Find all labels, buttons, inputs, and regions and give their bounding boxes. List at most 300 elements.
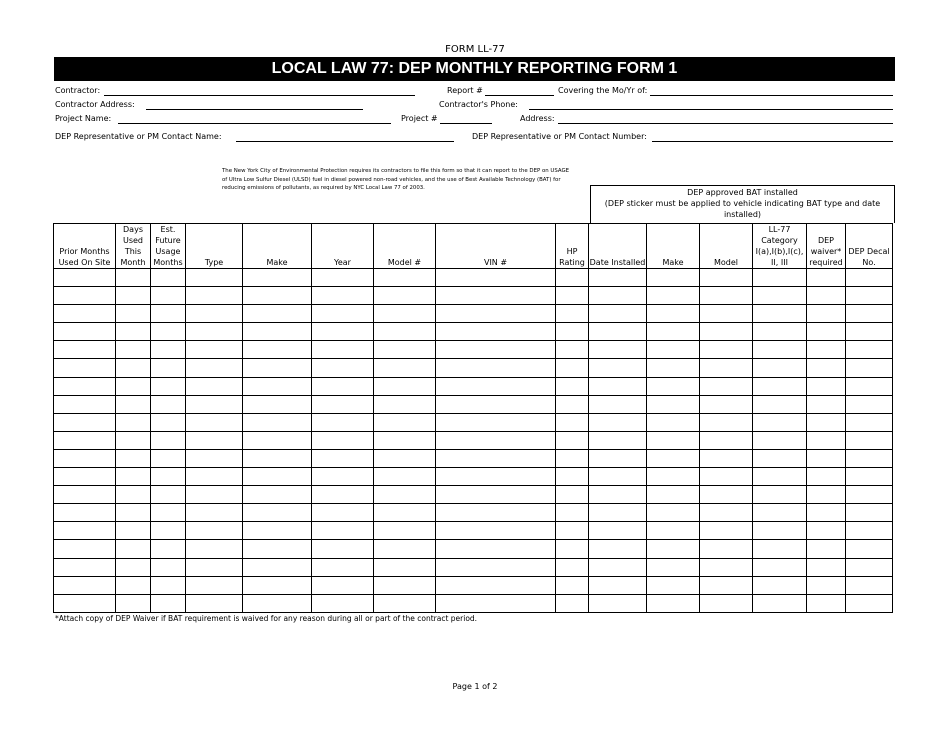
- table-cell[interactable]: [312, 359, 374, 377]
- table-cell[interactable]: [846, 504, 893, 522]
- table-cell[interactable]: [436, 323, 556, 341]
- table-cell[interactable]: [186, 359, 243, 377]
- table-cell[interactable]: [151, 486, 186, 504]
- table-cell[interactable]: [312, 449, 374, 467]
- table-cell[interactable]: [243, 540, 312, 558]
- table-cell[interactable]: [243, 305, 312, 323]
- table-cell[interactable]: [436, 540, 556, 558]
- table-cell[interactable]: [116, 431, 151, 449]
- table-cell[interactable]: [556, 449, 589, 467]
- col-year: Year: [312, 224, 374, 269]
- table-cell[interactable]: [374, 395, 436, 413]
- table-cell[interactable]: [436, 558, 556, 576]
- table-cell[interactable]: [436, 449, 556, 467]
- table-cell[interactable]: [151, 323, 186, 341]
- table-cell[interactable]: [374, 468, 436, 486]
- table-cell[interactable]: [116, 558, 151, 576]
- table-cell[interactable]: [374, 449, 436, 467]
- table-cell[interactable]: [807, 576, 846, 594]
- table-cell[interactable]: [753, 377, 807, 395]
- table-cell[interactable]: [846, 558, 893, 576]
- table-cell[interactable]: [753, 504, 807, 522]
- table-cell[interactable]: [186, 269, 243, 287]
- table-cell[interactable]: [312, 395, 374, 413]
- table-cell[interactable]: [374, 413, 436, 431]
- table-cell[interactable]: [186, 287, 243, 305]
- table-cell[interactable]: [186, 395, 243, 413]
- table-cell[interactable]: [436, 486, 556, 504]
- table-cell[interactable]: [436, 468, 556, 486]
- table-cell[interactable]: [54, 287, 116, 305]
- table-cell[interactable]: [312, 486, 374, 504]
- table-cell[interactable]: [647, 594, 700, 612]
- table-cell[interactable]: [186, 413, 243, 431]
- table-cell[interactable]: [753, 540, 807, 558]
- table-cell[interactable]: [54, 413, 116, 431]
- table-cell[interactable]: [556, 377, 589, 395]
- table-cell[interactable]: [243, 269, 312, 287]
- table-cell[interactable]: [436, 413, 556, 431]
- contractor-address-field[interactable]: [146, 109, 363, 110]
- table-cell[interactable]: [312, 468, 374, 486]
- table-cell[interactable]: [151, 287, 186, 305]
- table-cell[interactable]: [846, 413, 893, 431]
- table-cell[interactable]: [807, 341, 846, 359]
- table-cell[interactable]: [700, 269, 753, 287]
- table-cell[interactable]: [700, 341, 753, 359]
- table-cell[interactable]: [243, 558, 312, 576]
- table-cell[interactable]: [436, 377, 556, 395]
- table-cell[interactable]: [589, 540, 647, 558]
- table-cell[interactable]: [54, 305, 116, 323]
- table-cell[interactable]: [589, 323, 647, 341]
- table-cell[interactable]: [312, 576, 374, 594]
- table-cell[interactable]: [807, 413, 846, 431]
- table-cell[interactable]: [807, 359, 846, 377]
- table-cell[interactable]: [312, 269, 374, 287]
- table-cell[interactable]: [846, 395, 893, 413]
- table-cell[interactable]: [436, 504, 556, 522]
- table-cell[interactable]: [807, 269, 846, 287]
- table-cell[interactable]: [436, 594, 556, 612]
- table-cell[interactable]: [54, 269, 116, 287]
- table-cell[interactable]: [151, 504, 186, 522]
- table-cell[interactable]: [589, 305, 647, 323]
- project-name-label: Project Name:: [55, 114, 112, 123]
- table-cell[interactable]: [116, 540, 151, 558]
- table-cell[interactable]: [807, 431, 846, 449]
- table-cell[interactable]: [151, 341, 186, 359]
- table-cell[interactable]: [151, 359, 186, 377]
- table-cell[interactable]: [700, 287, 753, 305]
- table-cell[interactable]: [700, 594, 753, 612]
- table-cell[interactable]: [753, 413, 807, 431]
- table-cell[interactable]: [556, 594, 589, 612]
- table-cell[interactable]: [589, 558, 647, 576]
- table-cell[interactable]: [186, 468, 243, 486]
- table-cell[interactable]: [807, 449, 846, 467]
- table-cell[interactable]: [589, 359, 647, 377]
- table-cell[interactable]: [556, 431, 589, 449]
- table-cell[interactable]: [243, 486, 312, 504]
- table-cell[interactable]: [589, 522, 647, 540]
- table-cell[interactable]: [54, 504, 116, 522]
- table-cell[interactable]: [116, 504, 151, 522]
- table-cell[interactable]: [436, 522, 556, 540]
- table-cell[interactable]: [116, 305, 151, 323]
- table-cell[interactable]: [807, 540, 846, 558]
- table-cell[interactable]: [807, 323, 846, 341]
- table-cell[interactable]: [846, 594, 893, 612]
- table-cell[interactable]: [556, 341, 589, 359]
- table-cell[interactable]: [312, 504, 374, 522]
- table-cell[interactable]: [846, 323, 893, 341]
- table-cell[interactable]: [556, 522, 589, 540]
- table-cell[interactable]: [436, 431, 556, 449]
- table-cell[interactable]: [312, 431, 374, 449]
- table-cell[interactable]: [186, 576, 243, 594]
- table-cell[interactable]: [116, 449, 151, 467]
- table-cell[interactable]: [753, 323, 807, 341]
- table-cell[interactable]: [647, 341, 700, 359]
- table-cell[interactable]: [186, 323, 243, 341]
- table-cell[interactable]: [436, 395, 556, 413]
- address-field[interactable]: [558, 123, 893, 124]
- table-cell[interactable]: [807, 504, 846, 522]
- table-cell[interactable]: [116, 576, 151, 594]
- table-cell[interactable]: [243, 431, 312, 449]
- table-cell[interactable]: [556, 395, 589, 413]
- table-cell[interactable]: [700, 413, 753, 431]
- table-cell[interactable]: [243, 323, 312, 341]
- table-cell[interactable]: [54, 576, 116, 594]
- table-cell[interactable]: [312, 287, 374, 305]
- table-cell[interactable]: [846, 305, 893, 323]
- table-cell[interactable]: [753, 468, 807, 486]
- table-cell[interactable]: [647, 558, 700, 576]
- table-row: [54, 323, 893, 341]
- table-cell[interactable]: [186, 594, 243, 612]
- table-cell[interactable]: [54, 594, 116, 612]
- table-cell[interactable]: [374, 431, 436, 449]
- table-cell[interactable]: [374, 576, 436, 594]
- table-cell[interactable]: [116, 377, 151, 395]
- table-cell[interactable]: [54, 522, 116, 540]
- table-cell[interactable]: [243, 504, 312, 522]
- table-cell[interactable]: [186, 377, 243, 395]
- table-cell[interactable]: [753, 287, 807, 305]
- table-cell[interactable]: [186, 431, 243, 449]
- table-cell[interactable]: [54, 341, 116, 359]
- table-cell[interactable]: [700, 576, 753, 594]
- table-cell[interactable]: [647, 504, 700, 522]
- table-cell[interactable]: [151, 377, 186, 395]
- table-cell[interactable]: [556, 540, 589, 558]
- table-cell[interactable]: [647, 323, 700, 341]
- table-cell[interactable]: [647, 287, 700, 305]
- table-cell[interactable]: [243, 287, 312, 305]
- table-cell[interactable]: [186, 558, 243, 576]
- table-cell[interactable]: [116, 486, 151, 504]
- table-cell[interactable]: [556, 269, 589, 287]
- table-cell[interactable]: [589, 341, 647, 359]
- table-cell[interactable]: [846, 269, 893, 287]
- table-cell[interactable]: [116, 359, 151, 377]
- table-cell[interactable]: [700, 395, 753, 413]
- table-cell[interactable]: [436, 305, 556, 323]
- report-number-field[interactable]: [485, 95, 554, 96]
- table-cell[interactable]: [753, 395, 807, 413]
- table-cell[interactable]: [846, 486, 893, 504]
- table-cell[interactable]: [846, 341, 893, 359]
- table-cell[interactable]: [186, 522, 243, 540]
- table-cell[interactable]: [753, 576, 807, 594]
- table-cell[interactable]: [243, 341, 312, 359]
- table-cell[interactable]: [589, 468, 647, 486]
- table-cell[interactable]: [753, 341, 807, 359]
- project-name-field[interactable]: [118, 123, 391, 124]
- table-cell[interactable]: [374, 323, 436, 341]
- table-cell[interactable]: [589, 413, 647, 431]
- table-cell[interactable]: [846, 576, 893, 594]
- table-cell[interactable]: [374, 269, 436, 287]
- col-prior-months: Prior Months Used On Site: [54, 224, 116, 269]
- table-cell[interactable]: [647, 359, 700, 377]
- table-cell[interactable]: [556, 413, 589, 431]
- table-cell[interactable]: [846, 377, 893, 395]
- table-cell[interactable]: [556, 486, 589, 504]
- table-cell[interactable]: [807, 287, 846, 305]
- table-cell[interactable]: [243, 377, 312, 395]
- table-cell[interactable]: [186, 540, 243, 558]
- table-cell[interactable]: [556, 359, 589, 377]
- table-cell[interactable]: [312, 377, 374, 395]
- contractor-field[interactable]: [104, 95, 415, 96]
- table-cell[interactable]: [753, 449, 807, 467]
- table-cell[interactable]: [374, 305, 436, 323]
- table-cell[interactable]: [589, 504, 647, 522]
- table-cell[interactable]: [54, 486, 116, 504]
- table-cell[interactable]: [700, 504, 753, 522]
- table-cell[interactable]: [589, 269, 647, 287]
- table-cell[interactable]: [116, 323, 151, 341]
- table-cell[interactable]: [846, 359, 893, 377]
- table-cell[interactable]: [753, 522, 807, 540]
- table-cell[interactable]: [243, 468, 312, 486]
- table-cell[interactable]: [374, 504, 436, 522]
- table-cell[interactable]: [700, 522, 753, 540]
- table-cell[interactable]: [556, 504, 589, 522]
- table-cell[interactable]: [753, 558, 807, 576]
- table-cell[interactable]: [186, 305, 243, 323]
- table-cell[interactable]: [436, 341, 556, 359]
- table-cell[interactable]: [243, 359, 312, 377]
- table-cell[interactable]: [807, 522, 846, 540]
- table-cell[interactable]: [116, 594, 151, 612]
- table-cell[interactable]: [312, 522, 374, 540]
- table-cell[interactable]: [647, 413, 700, 431]
- table-cell[interactable]: [589, 395, 647, 413]
- table-cell[interactable]: [186, 504, 243, 522]
- table-cell[interactable]: [846, 540, 893, 558]
- table-cell[interactable]: [753, 359, 807, 377]
- table-cell[interactable]: [312, 558, 374, 576]
- table-cell[interactable]: [54, 558, 116, 576]
- table-cell[interactable]: [700, 323, 753, 341]
- table-cell[interactable]: [186, 449, 243, 467]
- table-cell[interactable]: [374, 341, 436, 359]
- table-cell[interactable]: [647, 576, 700, 594]
- table-cell[interactable]: [846, 287, 893, 305]
- contractor-phone-field[interactable]: [529, 109, 893, 110]
- table-cell[interactable]: [151, 305, 186, 323]
- dep-rep-name-field[interactable]: [236, 141, 454, 142]
- table-cell[interactable]: [312, 341, 374, 359]
- table-cell[interactable]: [151, 540, 186, 558]
- table-cell[interactable]: [846, 449, 893, 467]
- table-cell[interactable]: [116, 269, 151, 287]
- table-cell[interactable]: [647, 305, 700, 323]
- table-cell[interactable]: [54, 540, 116, 558]
- table-cell[interactable]: [700, 558, 753, 576]
- table-cell[interactable]: [243, 576, 312, 594]
- table-cell[interactable]: [753, 486, 807, 504]
- table-cell[interactable]: [243, 395, 312, 413]
- table-cell[interactable]: [54, 377, 116, 395]
- table-cell[interactable]: [753, 431, 807, 449]
- table-cell[interactable]: [647, 377, 700, 395]
- table-cell[interactable]: [589, 486, 647, 504]
- table-cell[interactable]: [700, 468, 753, 486]
- table-cell[interactable]: [807, 594, 846, 612]
- table-cell[interactable]: [589, 431, 647, 449]
- table-cell[interactable]: [700, 431, 753, 449]
- table-cell[interactable]: [753, 594, 807, 612]
- table-cell[interactable]: [753, 269, 807, 287]
- table-cell[interactable]: [54, 468, 116, 486]
- table-cell[interactable]: [700, 305, 753, 323]
- table-cell[interactable]: [589, 594, 647, 612]
- table-cell[interactable]: [54, 431, 116, 449]
- table-cell[interactable]: [647, 468, 700, 486]
- table-cell[interactable]: [186, 341, 243, 359]
- table-cell[interactable]: [243, 594, 312, 612]
- table-cell[interactable]: [374, 359, 436, 377]
- table-cell[interactable]: [807, 486, 846, 504]
- table-cell[interactable]: [312, 323, 374, 341]
- table-cell[interactable]: [807, 558, 846, 576]
- table-cell[interactable]: [846, 522, 893, 540]
- table-cell[interactable]: [647, 540, 700, 558]
- table-cell[interactable]: [436, 287, 556, 305]
- table-cell[interactable]: [116, 413, 151, 431]
- table-cell[interactable]: [436, 269, 556, 287]
- table-cell[interactable]: [753, 305, 807, 323]
- table-cell[interactable]: [556, 323, 589, 341]
- table-cell[interactable]: [647, 269, 700, 287]
- table-cell[interactable]: [243, 449, 312, 467]
- table-cell[interactable]: [151, 576, 186, 594]
- table-cell[interactable]: [700, 359, 753, 377]
- table-cell[interactable]: [807, 468, 846, 486]
- table-cell[interactable]: [186, 486, 243, 504]
- table-cell[interactable]: [807, 305, 846, 323]
- table-cell[interactable]: [243, 522, 312, 540]
- table-cell[interactable]: [151, 522, 186, 540]
- table-cell[interactable]: [647, 449, 700, 467]
- table-cell[interactable]: [374, 540, 436, 558]
- table-cell[interactable]: [846, 431, 893, 449]
- table-cell[interactable]: [116, 287, 151, 305]
- table-cell[interactable]: [151, 431, 186, 449]
- table-cell[interactable]: [54, 449, 116, 467]
- table-cell[interactable]: [807, 395, 846, 413]
- table-cell[interactable]: [116, 522, 151, 540]
- table-cell[interactable]: [243, 413, 312, 431]
- table-cell[interactable]: [589, 576, 647, 594]
- table-cell[interactable]: [700, 449, 753, 467]
- table-cell[interactable]: [556, 558, 589, 576]
- table-cell[interactable]: [589, 287, 647, 305]
- table-cell[interactable]: [556, 287, 589, 305]
- table-cell[interactable]: [374, 558, 436, 576]
- table-cell[interactable]: [151, 413, 186, 431]
- table-cell[interactable]: [116, 468, 151, 486]
- table-cell[interactable]: [556, 576, 589, 594]
- project-number-field[interactable]: [440, 123, 492, 124]
- table-cell[interactable]: [647, 395, 700, 413]
- table-cell[interactable]: [151, 468, 186, 486]
- table-cell[interactable]: [374, 287, 436, 305]
- table-cell[interactable]: [151, 395, 186, 413]
- table-cell[interactable]: [589, 449, 647, 467]
- table-cell[interactable]: [116, 341, 151, 359]
- table-cell[interactable]: [151, 269, 186, 287]
- table-cell[interactable]: [647, 431, 700, 449]
- table-cell[interactable]: [374, 377, 436, 395]
- table-cell[interactable]: [312, 594, 374, 612]
- table-cell[interactable]: [312, 413, 374, 431]
- table-cell[interactable]: [700, 540, 753, 558]
- table-cell[interactable]: [312, 305, 374, 323]
- dep-rep-number-field[interactable]: [652, 141, 893, 142]
- table-cell[interactable]: [436, 359, 556, 377]
- table-cell[interactable]: [556, 468, 589, 486]
- table-cell[interactable]: [846, 468, 893, 486]
- table-cell[interactable]: [647, 486, 700, 504]
- table-cell[interactable]: [116, 395, 151, 413]
- table-cell[interactable]: [436, 576, 556, 594]
- table-cell[interactable]: [589, 377, 647, 395]
- table-cell[interactable]: [54, 359, 116, 377]
- table-cell[interactable]: [151, 558, 186, 576]
- table-cell[interactable]: [54, 323, 116, 341]
- col-dep-waiver: DEP waiver* required: [807, 224, 846, 269]
- table-cell[interactable]: [54, 395, 116, 413]
- table-cell[interactable]: [700, 377, 753, 395]
- table-cell[interactable]: [647, 522, 700, 540]
- table-cell[interactable]: [151, 594, 186, 612]
- table-cell[interactable]: [700, 486, 753, 504]
- covering-field[interactable]: [650, 95, 893, 96]
- table-cell[interactable]: [374, 486, 436, 504]
- table-cell[interactable]: [374, 594, 436, 612]
- table-cell[interactable]: [312, 540, 374, 558]
- table-cell[interactable]: [807, 377, 846, 395]
- table-cell[interactable]: [151, 449, 186, 467]
- table-cell[interactable]: [374, 522, 436, 540]
- table-cell[interactable]: [556, 305, 589, 323]
